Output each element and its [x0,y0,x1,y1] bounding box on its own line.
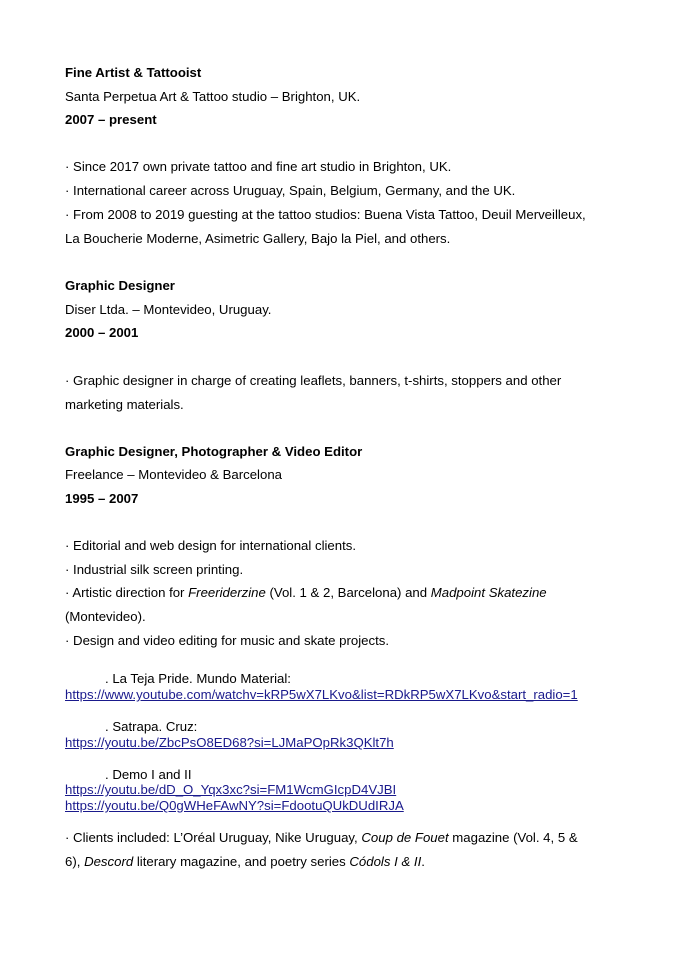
artistic-text: (Vol. 1 & 2, Barcelona) and [265,585,431,600]
job-company: Freelance – Montevideo & Barcelona [65,467,282,482]
job-dates: 2007 – present [65,112,157,127]
project-link[interactable]: https://youtu.be/Q0gWHeFAwNY?si=FdootuQUkDUdIRJA [65,798,404,813]
job-bullet: (Montevideo). [65,609,146,624]
job-title: Graphic Designer, Photographer & Video Editor [65,444,363,459]
magazine-name: Coup de Fouet [361,830,449,845]
job-company: Diser Ltda. – Montevideo, Uruguay. [65,302,272,317]
clients-text: · Clients included: L’Oréal Uruguay, Nike Uruguay, [65,830,362,845]
artistic-text: · Artistic direction for [65,585,189,600]
project-link[interactable]: https://youtu.be/ZbcPsO8ED68?si=LJMaPOpRk3QKlt7h [65,735,394,750]
poetry-series-name: Códols I & II [349,854,422,869]
job-bullet: · Graphic designer in charge of creating leaflets, banners, t-shirts, stoppers and other [65,373,562,388]
job-bullet: marketing materials. [65,397,184,412]
magazine-name: Freeriderzine [188,585,266,600]
magazine-name: Madpoint Skatezine [430,585,547,600]
job-bullet: · Industrial silk screen printing. [65,562,244,577]
project-label: . Demo I and II [105,767,192,782]
job-bullet: · Since 2017 own private tattoo and fine art studio in Brighton, UK. [65,159,452,174]
clients-line [65,830,578,846]
clients-text: . [421,854,425,869]
magazine-name: Descord [84,854,134,869]
job-bullet-artistic [65,585,547,601]
project-link[interactable]: https://youtu.be/dD_O_Yqx3xc?si=FM1WcmGIcpD4VJBI [65,782,397,797]
job-bullet: · Design and video editing for music and skate projects. [65,633,389,648]
project-label: . Satrapa. Cruz: [105,719,198,734]
clients-line [65,854,425,870]
job-title: Fine Artist & Tattooist [65,65,202,80]
job-bullet: La Boucherie Moderne, Asimetric Gallery, Bajo la Piel, and others. [65,231,451,246]
project-link[interactable]: https://www.youtube.com/watchv=kRP5wX7LKvo&list=RDkRP5wX7LKvo&start_radio=1 [65,687,578,702]
job-dates: 1995 – 2007 [65,491,139,506]
clients-text: literary magazine, and poetry series [133,854,350,869]
job-company: Santa Perpetua Art & Tattoo studio – Brighton, UK. [65,89,361,104]
job-bullet: · Editorial and web design for international clients. [65,538,357,553]
job-bullet: · International career across Uruguay, Spain, Belgium, Germany, and the UK. [65,183,516,198]
clients-text: 6), [65,854,85,869]
job-dates: 2000 – 2001 [65,325,139,340]
project-label: . La Teja Pride. Mundo Material: [105,671,291,686]
job-title: Graphic Designer [65,278,175,293]
job-bullet: · From 2008 to 2019 guesting at the tattoo studios: Buena Vista Tattoo, Deuil Merveilleux, [65,207,586,222]
clients-text: magazine (Vol. 4, 5 & [448,830,578,845]
